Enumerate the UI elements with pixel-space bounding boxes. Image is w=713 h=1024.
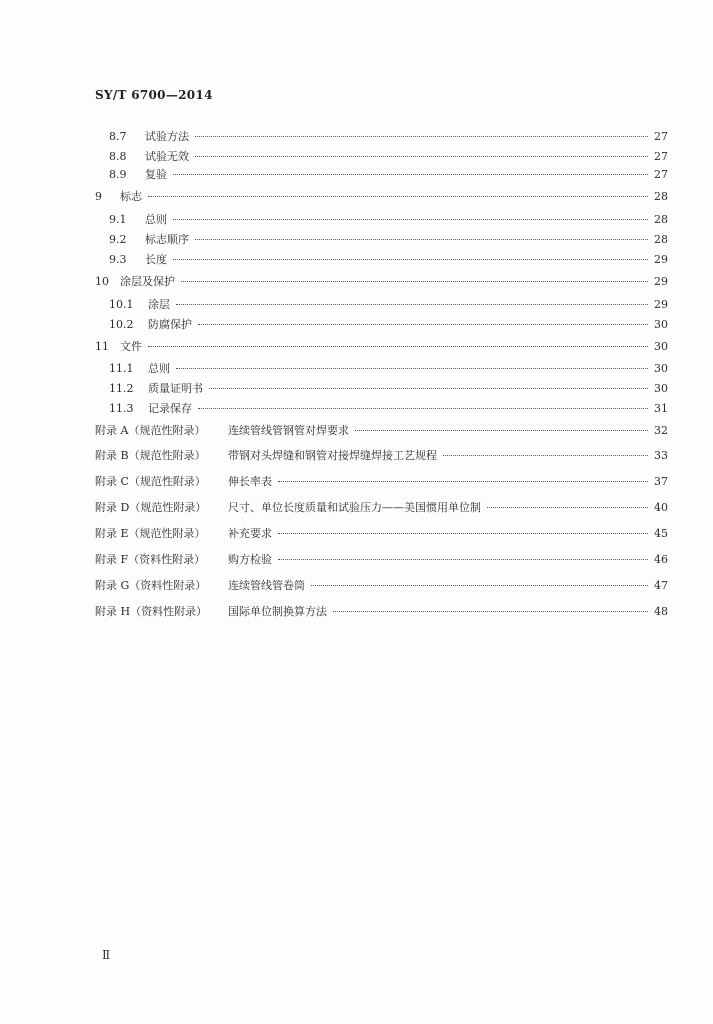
toc-dot-leader xyxy=(198,323,648,325)
toc-dot-leader xyxy=(443,454,648,456)
toc-entry-number: 附录 H（资料性附录） xyxy=(95,605,208,618)
toc-entry xyxy=(109,380,668,396)
toc-entry-number: 9 xyxy=(95,190,102,203)
toc-entry-title: 连续管线管卷筒 xyxy=(228,579,305,592)
toc-entry-title: 总则 xyxy=(145,213,167,226)
toc-entry-title: 尺寸、单位长度质量和试验压力——美国惯用单位制 xyxy=(228,501,481,514)
toc-entry-title: 复验 xyxy=(145,168,167,181)
toc-dot-leader xyxy=(148,195,648,197)
toc-entry xyxy=(95,422,668,438)
toc-entry-number: 附录 E（规范性附录） xyxy=(95,527,206,540)
toc-entry-title: 购方检验 xyxy=(228,553,272,566)
toc-entry-title: 记录保存 xyxy=(148,402,192,415)
toc-entry xyxy=(109,166,668,182)
toc-entry-number: 附录 D（规范性附录） xyxy=(95,501,207,514)
toc-dot-leader xyxy=(195,238,648,240)
toc-entry-number: 10.2 xyxy=(109,318,134,331)
toc-entry-title: 防腐保护 xyxy=(148,318,192,331)
toc-entry-title: 补充要求 xyxy=(228,527,272,540)
toc-entry-title: 连续管线管钢管对焊要求 xyxy=(228,424,349,437)
toc-dot-leader xyxy=(173,173,648,175)
toc-entry xyxy=(109,296,668,312)
toc-entry-title: 国际单位制换算方法 xyxy=(228,605,327,618)
toc-entry-page: 48 xyxy=(654,605,668,618)
toc-entry-title: 文件 xyxy=(120,340,142,353)
toc-entry-number: 附录 F（资料性附录） xyxy=(95,553,206,566)
toc-entry-title: 标志顺序 xyxy=(145,233,189,246)
toc-entry xyxy=(95,525,668,541)
toc-entry-page: 45 xyxy=(654,527,668,540)
toc-entry-number: 10.1 xyxy=(109,298,134,311)
toc-dot-leader xyxy=(278,532,648,534)
toc-entry-page: 29 xyxy=(654,253,668,266)
toc-entry xyxy=(95,603,668,619)
toc-entry-page: 27 xyxy=(654,150,668,163)
toc-entry-number: 附录 C（规范性附录） xyxy=(95,475,206,488)
toc-entry-number: 附录 G（资料性附录） xyxy=(95,579,207,592)
toc-dot-leader xyxy=(176,367,648,369)
toc-entry-title: 总则 xyxy=(148,362,170,375)
toc-entry-page: 27 xyxy=(654,168,668,181)
toc-entry xyxy=(95,338,668,354)
toc-entry-title: 伸长率表 xyxy=(228,475,272,488)
toc-entry-page: 29 xyxy=(654,298,668,311)
toc-entry-title: 试验无效 xyxy=(145,150,189,163)
toc-entry-number: 附录 A（规范性附录） xyxy=(95,424,206,437)
toc-entry-title: 带钢对头焊缝和钢管对接焊缝焊接工艺规程 xyxy=(228,449,437,462)
toc-entry xyxy=(109,316,668,332)
toc-entry-title: 质量证明书 xyxy=(148,382,203,395)
toc-entry xyxy=(95,473,668,489)
toc-entry-title: 涂层 xyxy=(148,298,170,311)
toc-dot-leader xyxy=(173,258,648,260)
toc-entry-page: 30 xyxy=(654,362,668,375)
toc-entry-title: 标志 xyxy=(120,190,142,203)
toc-entry xyxy=(109,251,668,267)
toc-entry-page: 31 xyxy=(654,402,668,415)
toc-entry xyxy=(95,577,668,593)
toc-entry-page: 27 xyxy=(654,130,668,143)
toc-dot-leader xyxy=(355,429,648,431)
toc-entry xyxy=(109,128,668,144)
toc-entry-page: 32 xyxy=(654,424,668,437)
toc-entry xyxy=(109,211,668,227)
toc-dot-leader xyxy=(333,610,648,612)
toc-entry xyxy=(95,551,668,567)
toc-entry-number: 8.7 xyxy=(109,130,127,143)
toc-dot-leader xyxy=(278,558,648,560)
toc-entry-number: 9.1 xyxy=(109,213,127,226)
toc-entry-page: 33 xyxy=(654,449,668,462)
toc-entry-page: 30 xyxy=(654,318,668,331)
toc-entry-page: 47 xyxy=(654,579,668,592)
toc-entry xyxy=(95,447,668,463)
toc-entry-page: 28 xyxy=(654,213,668,226)
standard-number-header: SY/T 6700—2014 xyxy=(95,88,213,102)
toc-dot-leader xyxy=(487,506,648,508)
toc-entry-number: 11.1 xyxy=(109,362,134,375)
toc-entry-title: 试验方法 xyxy=(145,130,189,143)
toc-entry-page: 46 xyxy=(654,553,668,566)
toc-entry-number: 11.2 xyxy=(109,382,134,395)
toc-entry-page: 40 xyxy=(654,501,668,514)
footer-page-number: Ⅱ xyxy=(102,948,111,962)
toc-entry xyxy=(109,360,668,376)
toc-entry-page: 30 xyxy=(654,382,668,395)
toc-dot-leader xyxy=(311,584,648,586)
toc-entry-page: 30 xyxy=(654,340,668,353)
toc-entry-title: 长度 xyxy=(145,253,167,266)
toc-entry xyxy=(109,148,668,164)
toc-dot-leader xyxy=(209,387,648,389)
toc-entry xyxy=(95,273,668,289)
toc-entry-number: 11.3 xyxy=(109,402,134,415)
toc-entry-number: 10 xyxy=(95,275,109,288)
toc-entry-page: 28 xyxy=(654,190,668,203)
toc-dot-leader xyxy=(181,280,648,282)
toc-entry-page: 37 xyxy=(654,475,668,488)
toc-entry xyxy=(95,499,668,515)
toc-entry-number: 附录 B（规范性附录） xyxy=(95,449,206,462)
toc-dot-leader xyxy=(173,218,648,220)
toc-entry-page: 28 xyxy=(654,233,668,246)
toc-entry-number: 8.9 xyxy=(109,168,127,181)
toc-dot-leader xyxy=(148,345,648,347)
toc-dot-leader xyxy=(198,407,648,409)
toc-entry-number: 8.8 xyxy=(109,150,127,163)
toc-entry-title: 涂层及保护 xyxy=(120,275,175,288)
toc-entry xyxy=(95,188,668,204)
toc-entry xyxy=(109,400,668,416)
toc-entry-number: 11 xyxy=(95,340,109,353)
toc-entry-number: 9.2 xyxy=(109,233,127,246)
toc-dot-leader xyxy=(195,155,648,157)
toc-entry xyxy=(109,231,668,247)
toc-entry-number: 9.3 xyxy=(109,253,127,266)
toc-entry-page: 29 xyxy=(654,275,668,288)
toc-dot-leader xyxy=(195,135,648,137)
toc-dot-leader xyxy=(278,480,648,482)
toc-dot-leader xyxy=(176,303,648,305)
